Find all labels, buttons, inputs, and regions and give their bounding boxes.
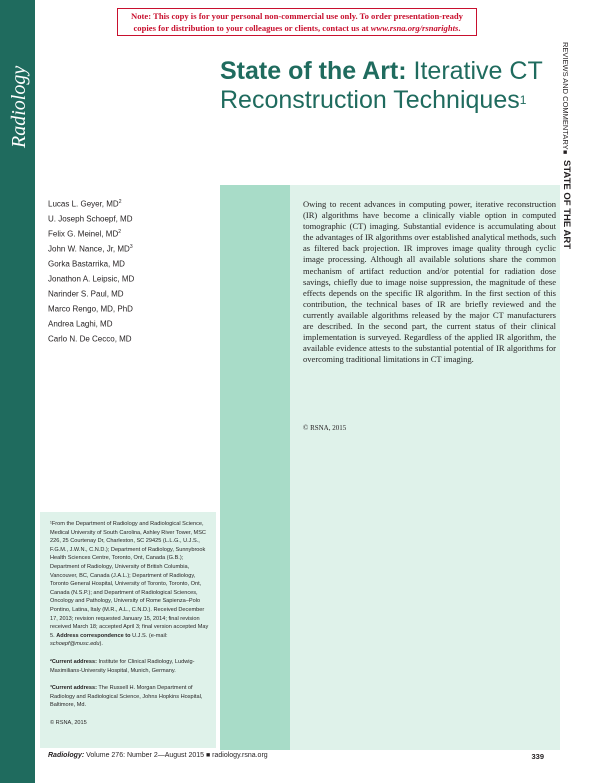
author-item: Carlo N. De Cecco, MD — [48, 334, 132, 344]
title-light-2: Reconstruction Techniques — [220, 86, 520, 114]
title-light-1: Iterative CT — [406, 57, 543, 85]
author-item: Narinder S. Paul, MD — [48, 289, 124, 299]
notice-period: . — [458, 23, 461, 33]
current-address-paragraph: ²Current address: Institute for Clinical Radiology, Ludwig-Maximilians-University Hospital, Munich, Germany. — [50, 658, 195, 674]
footer-site-link[interactable]: radiology.rsna.org — [212, 752, 268, 759]
footer-bullet: ■ — [204, 752, 213, 759]
abstract-copyright: © RSNA, 2015 — [303, 424, 347, 432]
title-footnote-mark: 1 — [519, 93, 527, 107]
affiliation-copyright: © RSNA, 2015 — [50, 719, 87, 726]
author-item: Felix G. Meinel, $MD^2$ — [48, 228, 122, 239]
affiliations-text — [50, 520, 212, 736]
title-line-1 — [220, 57, 550, 86]
state-of-the-art-label: STATE OF THE ART — [561, 160, 572, 250]
author-list — [48, 196, 198, 346]
author-item: Marco Rengo, MD, PhD — [48, 304, 133, 314]
affiliation-paragraph: ¹From the Department of Radiology and Radiological Science, Medical University of South Carolina, Ashley River Tower, MSC 226, 25 Courtenay Dr, Charleston, SC 29425 (L.L.G., U.J.S., F.G.M., J.W.N., C.N.D.); Department of Radiology, Sunnybrook Health Sciences Centre, Toronto, Ont, Canada (G.B.); Department of Radiology, University of British Columbia, Vancouver, BC, Canada (J.A.L.); Department of Radiology, Toronto General Hospital, University of Toronto, Toronto, Ont, Canada (N.S.P.); and Department of Radiological Sciences, Oncology and Pathology, University of Rome Sapienza–Polo Pontino, Latina, Italy (M.R., A.L., C.N.D.). Received December 17, 2013; revision requested January 15, 2014; final revision received March 18; accepted April 3; final version accepted May 5. Address correspondence to U.J.S. (e-mail: schoepf@musc.edu). — [50, 521, 209, 648]
notice-line-1: Note: This copy is for your personal non-commercial use only. To order presentation-ready — [131, 11, 463, 21]
title-line-2 — [220, 86, 550, 115]
correspondence-email[interactable]: schoepf@musc.edu — [50, 641, 100, 648]
page-footer — [48, 752, 548, 759]
author-item: U. Joseph Schoepf, MD — [48, 214, 133, 224]
abstract-text: Owing to recent advances in computing power, iterative reconstruction (IR) algorithms have become a clinically viable option in computed tomographic (CT) imaging. Substantial evidence is accumulating about the advantages of IR algorithms over established analytical methods, such as filtered back projection. IR improves image quality through cyclic image processing. Although all available solutions share the common mechanism of artifact reduction and/or potential for radiation dose savings, chiefly due to image noise suppression, the magnitude of these effects depends on the specific IR algorithm. In the first section of this contribution, the technical bases of IR are briefly reviewed and the currently available algorithms released by the major CT manufacturers are described. In the second part, the current status of their clinical implementation is surveyed. Regardless of the applied IR algorithm, the available evidence attests to the substantial potential of IR algorithms for overcoming traditional limitations in CT imaging. — [303, 199, 557, 365]
notice-line-2-text: copies for distribution to your colleagues or clients, contact us at — [133, 23, 371, 33]
rsna-rights-link[interactable]: www.rsna.org/rsnarights — [370, 23, 459, 33]
footer-journal: Radiology: — [48, 752, 85, 759]
title-bold: State of the Art: — [220, 57, 407, 85]
author-item: Gorka Bastarrika, MD — [48, 259, 125, 269]
notice-line-2 — [118, 22, 476, 34]
journal-logo — [3, 40, 33, 150]
footer-volume: Volume 276: Number 2—August 2015 — [84, 752, 205, 759]
author-item: John W. Nance, Jr, $MD^3$ — [48, 243, 133, 254]
author-item: Lucas L. Geyer, $MD^2$ — [48, 199, 122, 209]
copyright-notice — [117, 8, 477, 36]
current-address-paragraph: ³Current address: The Russell H. Morgan Department of Radiology and Radiological Science, Johns Hopkins Hospital, Baltimore, Md. — [50, 685, 203, 709]
reviews-commentary-label: REVIEWS AND COMMENTARY — [561, 42, 570, 150]
article-title — [220, 57, 550, 115]
decorative-green-column — [220, 185, 290, 750]
side-separator: ■ — [561, 150, 568, 155]
author-item: Andrea Laghi, MD — [48, 319, 113, 329]
author-item: Jonathon A. Leipsic, MD — [48, 274, 135, 284]
page-number: 339 — [531, 752, 544, 761]
journal-logo-text: Radiology — [8, 65, 30, 148]
